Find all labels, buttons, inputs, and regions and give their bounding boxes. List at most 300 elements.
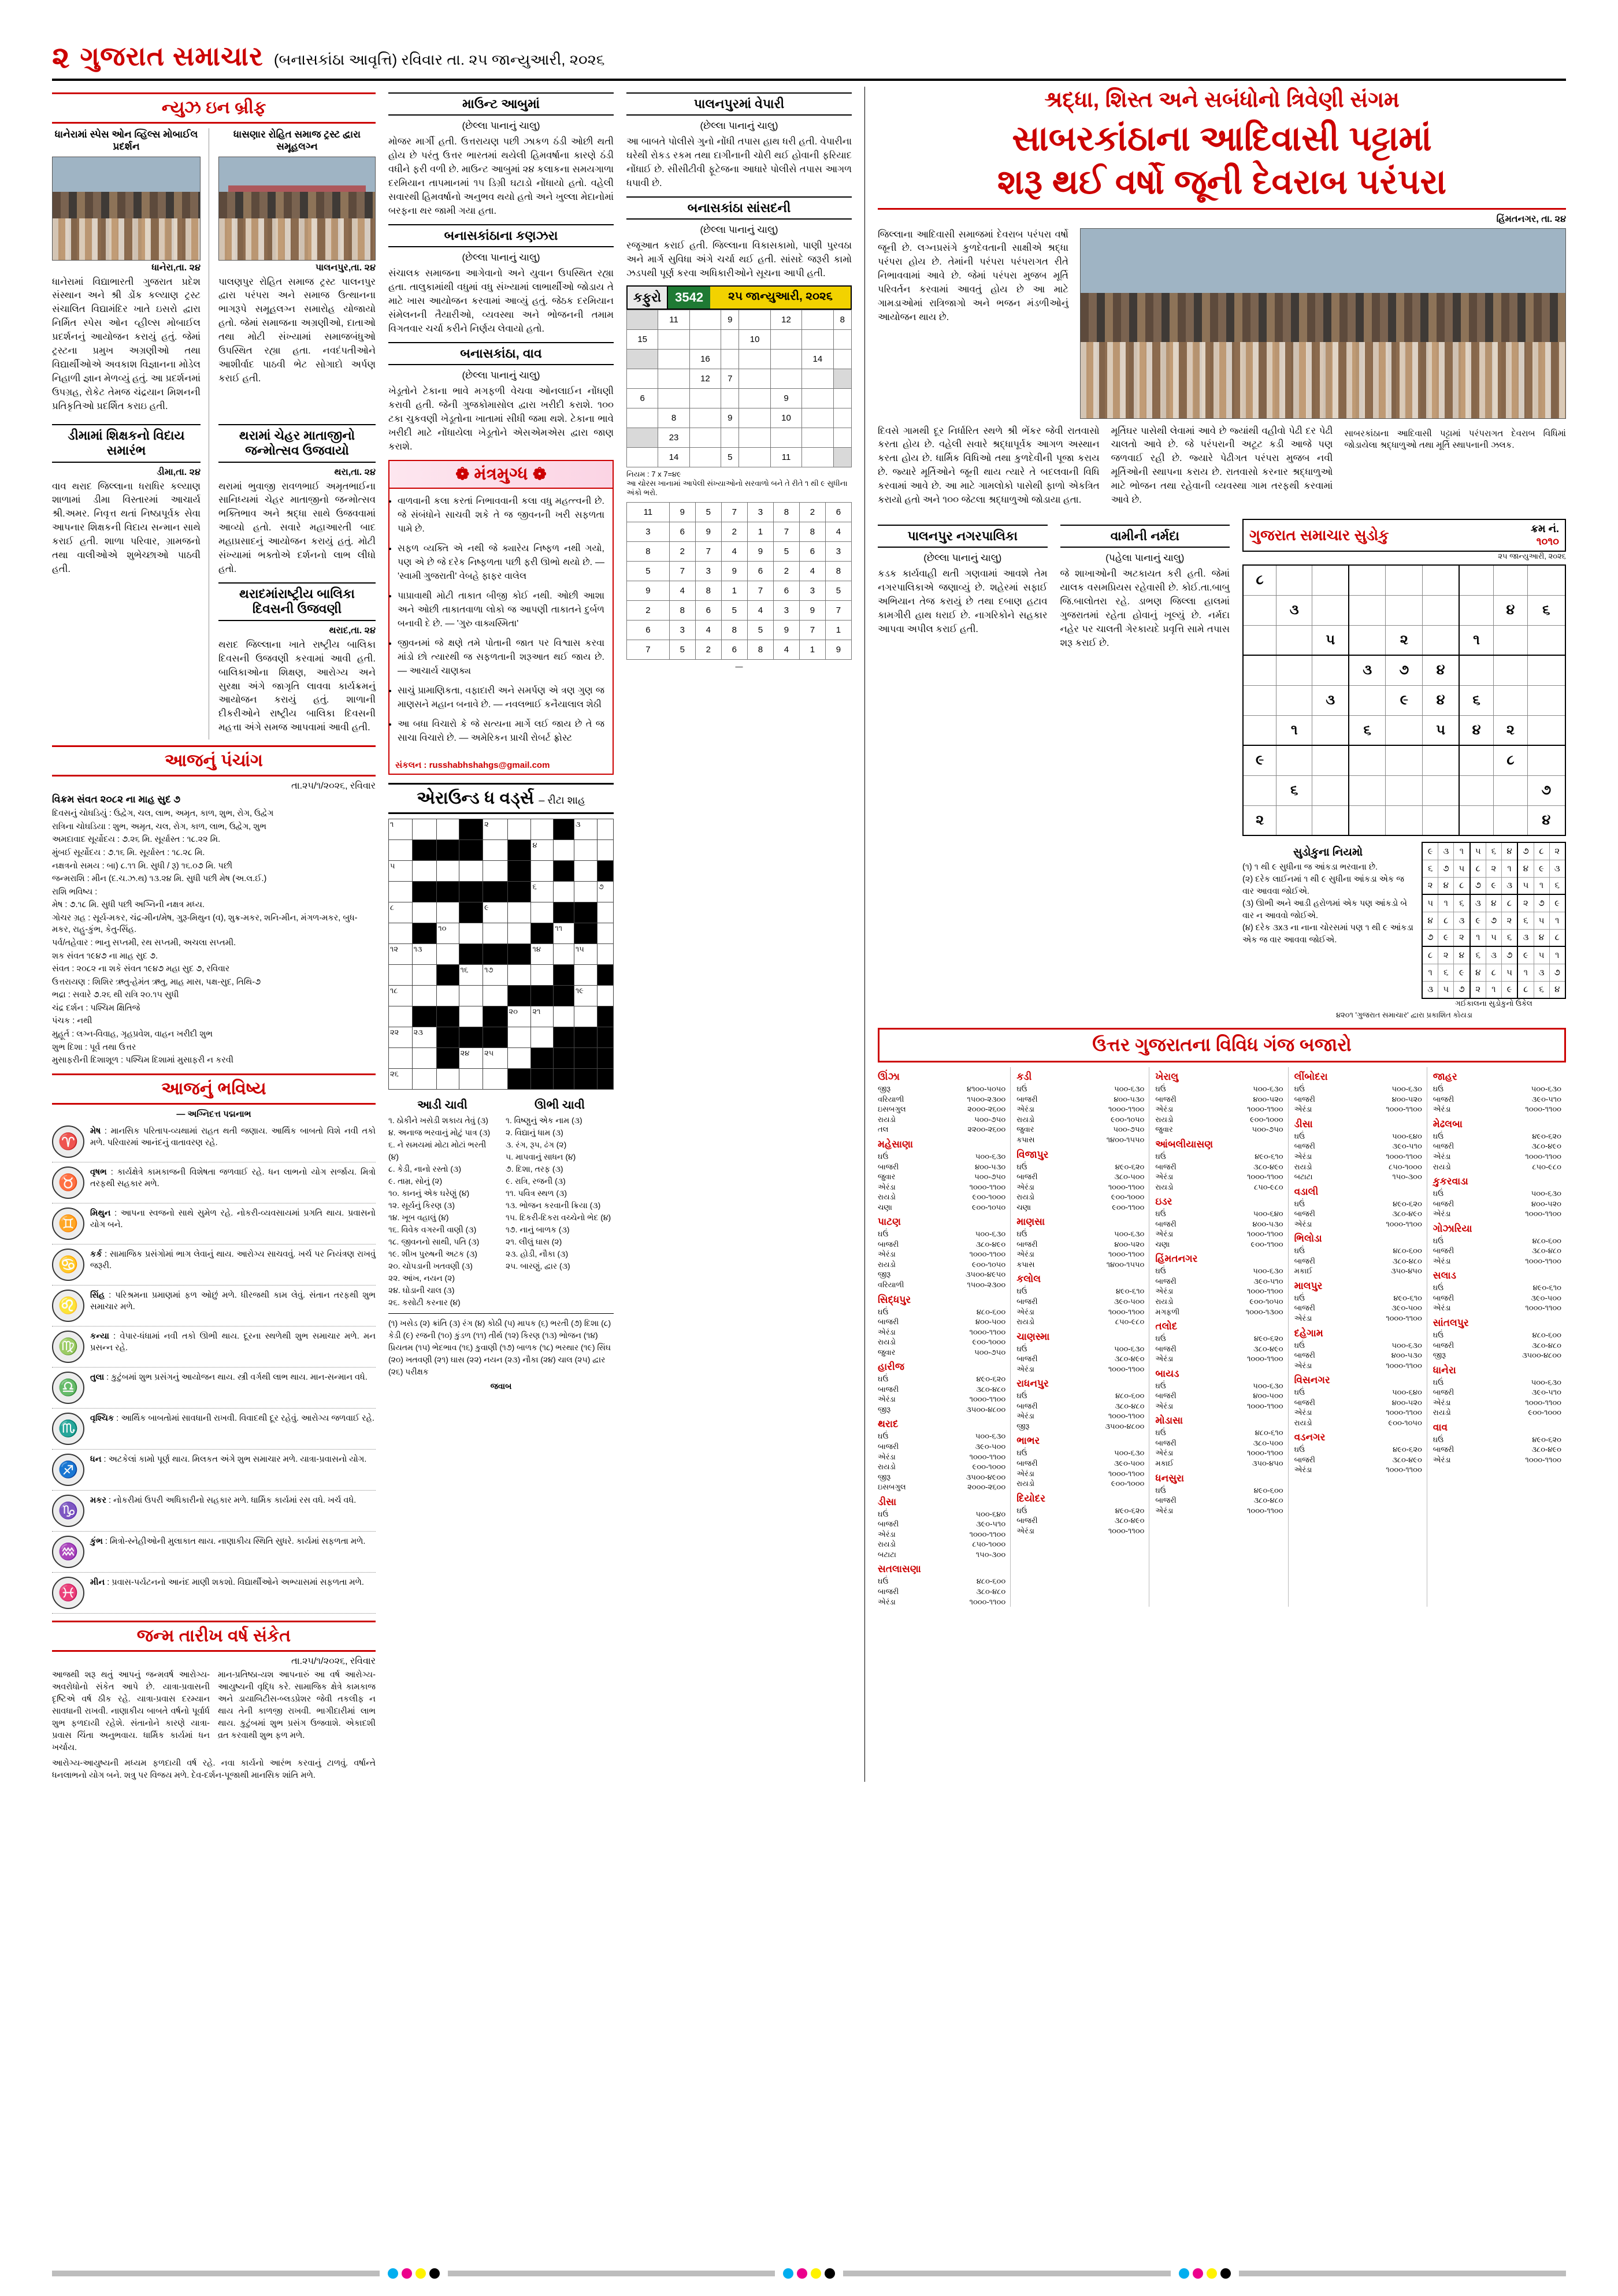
lead-photo-caption: સાબરકાંઠાના આદિવાસી પટ્ટામાં પરંપરાગત દેવરાબ વિધિમાં જોડાયેલા શ્રદ્ધાળુઓ તથા મૂર્તિ સ્થાપનાની ઝલક. <box>1344 428 1566 450</box>
price: ૫૦૦-૬૩૦ <box>1531 1084 1561 1094</box>
lead-kicker: શ્રદ્ધા, શિસ્ત અને સબંધોનો ત્રિવેણી સંગમ <box>1044 88 1400 112</box>
panchang-line: અમદાવાદ સૂર્યોદય : ૭.૨૬ મિ. સૂર્યાસ્ત : ૧૮.૨૨ મિ. <box>52 835 221 845</box>
market-city: ગોઝારિયા <box>1433 1223 1472 1234</box>
market-row <box>878 1280 1005 1290</box>
market-row <box>1294 1418 1422 1428</box>
price: ૫૦૦-૭૫૦ <box>974 1347 1006 1357</box>
price: ૩૯૦-૫૧૦ <box>975 1519 1006 1529</box>
brief-dateline: પાલનપુર,તા. ૨૪ <box>315 262 376 273</box>
commodity: ઘઉં <box>1294 1246 1305 1255</box>
commodity: રાયડો <box>1155 1296 1174 1306</box>
market-row <box>1433 1131 1561 1142</box>
price: ૩૮૦-૪૯૦ <box>1253 1344 1283 1353</box>
commodity: બાજરી <box>1433 1246 1454 1255</box>
market-row <box>878 1587 1005 1597</box>
price: ૪૯૦-૬૧૦ <box>1116 1287 1145 1296</box>
market-city: ઊંઝા <box>878 1071 900 1083</box>
commodity: એરંડા <box>1016 1105 1034 1114</box>
commodity: રાયડો <box>1294 1162 1312 1171</box>
mantra-item: • વાળવાની કલા કરતાં નિભાવવાની કલા વધુ મહત્ત્વની છે. જે સંબંધોને સાચવી શકે તે જ જીવનની ખરી સફળતા પામે છે. <box>398 495 604 536</box>
mantra-items <box>389 489 613 757</box>
market-row <box>1155 1182 1283 1192</box>
lead-headline-1: સાબરકાંઠાના આદિવાસી પટ્ટામાં <box>1012 118 1432 158</box>
commodity: એરંડા <box>1433 1105 1451 1114</box>
market-row <box>1294 1246 1422 1256</box>
market-row <box>1016 1364 1144 1374</box>
market-row <box>1433 1398 1561 1408</box>
crossword-title: એરાઉન્ડ ધ વર્ડ્સ <box>417 788 535 808</box>
zodiac-name: સિંહ <box>90 1290 105 1300</box>
price: ૧૦૦૦-૧૧૦૦ <box>969 1327 1006 1336</box>
market-row <box>878 1482 1005 1492</box>
market-row <box>878 1307 1005 1317</box>
market-row <box>1294 1407 1422 1418</box>
price: ૫૦૦-૬૩૦ <box>975 1229 1006 1239</box>
zodiac-text: કન્યા : વેપાર-ધંધામાં નવી તકો ઊભી થાય. દૂરના સ્થળેથી શુભ સમાચાર મળે. મન પ્રસન્ન રહે. <box>90 1331 376 1353</box>
vav-cont: (છેલ્લા પાનાનું ચાલુ) <box>462 370 540 381</box>
clue: ૧૮. જીવનનો સાથી, પતિ (૩) <box>388 1236 480 1246</box>
market-row <box>1016 1192 1144 1202</box>
clue: ૫. માપવાનું સાધન (૪) <box>506 1151 576 1161</box>
price: ૯૦૦-૧૦૫૦ <box>971 1202 1006 1212</box>
commodity: એરંડા <box>1155 1354 1174 1364</box>
palanpur-vepari-title: પાલનપુરમાં વેપારી <box>626 92 852 116</box>
price: ૩૮૦-૪૮૦ <box>1253 1496 1283 1505</box>
mount-abu-title: માઉન્ટ આબુમાં <box>388 92 614 116</box>
price: ૧૦૦૦-૧૧૦૦ <box>969 1529 1006 1539</box>
market-row <box>878 1472 1005 1483</box>
price: ૯૦૦-૧૦૫૦ <box>971 1260 1006 1269</box>
panchang-line: રાત્રિના ચોઘડિયા : શુભ, અમૃત, ચલ, રોગ, કાળ, લાભ, ઉદ્વેગ, શુભ <box>52 822 266 831</box>
market-row <box>1433 1094 1561 1105</box>
zodiac-row[interactable] <box>52 1121 376 1162</box>
market-row <box>1016 1391 1144 1401</box>
price: ૪૮૦-૬૦૦ <box>976 1577 1006 1586</box>
price: ૩૯૦-૫૦૦ <box>1114 1458 1145 1467</box>
commodity: બાજરી <box>1016 1239 1038 1249</box>
commodity: બાજરી <box>878 1317 899 1327</box>
market-grid <box>878 1067 1566 1607</box>
sudoku-rules <box>1242 842 1413 1008</box>
sudoku-header <box>1242 519 1566 552</box>
horoscope-header: આજનું ભવિષ્ય <box>52 1073 376 1105</box>
mantra-header <box>389 461 613 489</box>
price: ૪૦૦-૫૨૦ <box>1391 1094 1422 1104</box>
price: ૫૦૦-૭૫૦ <box>974 1114 1006 1124</box>
commodity: એરંડા <box>878 1250 896 1259</box>
commodity: બાજરી <box>1016 1296 1038 1306</box>
commodity: મકાઈ <box>1155 1458 1174 1467</box>
commodity: ઘઉં <box>878 1307 889 1316</box>
price: ૯૦૦-૧૦૫૦ <box>1111 1114 1145 1124</box>
market-row <box>1155 1438 1283 1448</box>
price: ૪૦૦-૫૨૦ <box>1114 1239 1145 1249</box>
market-row <box>878 1550 1005 1560</box>
market-row <box>1433 1407 1561 1418</box>
commodity: બાજરી <box>878 1441 899 1451</box>
zodiac-row[interactable] <box>52 1450 376 1491</box>
market-city: ધનસુરા <box>1155 1472 1184 1484</box>
market-row <box>1294 1104 1422 1114</box>
zodiac-name: મેષ <box>90 1126 101 1136</box>
kafuro-note: આ ચોરસ ખાનામાં આપેલી સંખ્યાઓનો સરવાળો બને તે રીતે ૧ થી ૯ સુધીના અંકો ભરો. <box>626 479 848 497</box>
commodity: એરંડા <box>1294 1219 1312 1228</box>
mantra-item: • સાચું પ્રામાણિકતા, વફાદારી અને સમર્પણ એ ત્રણ ગુણ જ માણસને મહાન બનાવે છે. — નવલભાઈ કનૈયાલાલ શેઠી <box>398 684 604 712</box>
zodiac-row[interactable] <box>52 1286 376 1327</box>
horoscope-list <box>52 1121 376 1614</box>
grey-bar <box>448 2271 775 2276</box>
market-city: કુકરવાડા <box>1433 1176 1468 1187</box>
commodity: એરંડા <box>878 1395 896 1404</box>
zodiac-name: મીન <box>90 1577 105 1587</box>
price: ૧૦૦૦-૧૧૦૦ <box>1525 1398 1561 1407</box>
cmyk-dots-2 <box>775 2267 843 2280</box>
price: ૧૦૦૦-૧૩૦૦ <box>1245 1307 1283 1316</box>
panchang-line: શુભ દિશા : પૂર્વ તથા ઉત્તર <box>52 1042 136 1052</box>
market-city: કલોલ <box>1016 1273 1041 1285</box>
price: ૩૮૦-૫૦૦ <box>1114 1172 1145 1182</box>
brief-headline: ડીમામાં શિક્ષકનો વિદાય સમારંભ <box>52 424 201 463</box>
price: ૯૦૦-૧૦૦૦ <box>972 1192 1006 1202</box>
brief-body: થરાદ જિલ્લાના ખાતે રાષ્ટ્રીય બાલિકા દિવસની ઉજવણી કરવામાં આવી હતી. બાલિકાઓના શિક્ષણ, આરોગ્ય અને સુરક્ષા અંગે જાગૃતિ લાવવા કાર્યક્રમનું આયોજન કરાયું હતું. શાળાની દીકરીઓને રાષ્ટ્રીય બાલિકા દિવસની મહત્તા અંગે સમજ આપવામાં આવી હતી. <box>218 639 376 733</box>
market-row <box>1433 1387 1561 1398</box>
market-row <box>1294 1199 1422 1209</box>
panchang-line: ગોચર ગ્રહ : સૂર્ય-મકર, ચંદ્ર-મીન/મેષ, ગુરૂ-મિથુન (વ), શુક્ર-મકર, શનિ-મીન, મંગળ-મકર, બુધ-મકર, રાહુ-કુંભ, કેતુ-સિંહ. <box>52 913 358 935</box>
panchang-line: મેષ : ૭.૧૮ મિ. સુધી પછી અગ્નિની નક્ષત્ર મધ્ય. <box>52 900 205 910</box>
commodity: કપાસ <box>1016 1260 1035 1269</box>
brief-headline: થરામાં ચેહર માતાજીનો જન્મોત્સવ ઉજવાયો <box>218 424 376 463</box>
commodity: ઘઉં <box>1433 1189 1444 1198</box>
zodiac-glyph: ♒ <box>58 1543 79 1561</box>
mantra-footer-email[interactable]: સંકલન : russhabhshahgs@gmail.com <box>395 760 550 770</box>
market-row <box>1155 1151 1283 1162</box>
commodity: જીરૂ <box>878 1472 891 1481</box>
vav-body: ખેડૂતોને ટેકાના ભાવે મગફળી વેચવા ઓનલાઈન નોંધણી કરાવી હતી. જેની ગુજકોમાસોલ દ્વારા ખરીદી કરાશે. ૧૦૦ ટકા ચુકવણી ખેડૂતોના ખાતામાં સીધી જમા થશે. ટેકાના ભાવે ખરીદી માટે નોંધાયેલા ખેડૂતોને એસએમએસ દ્વારા જાણ કરાશે. <box>388 386 614 452</box>
zodiac-desc: સામાજિક પ્રસંગોમાં ભાગ લેવાનું થાય. આરોગ્ય સાચવવું. ખર્ચ પર નિયંત્રણ રાખવું જરૂરી. <box>90 1249 376 1270</box>
price: ૫૦૦-૬૩૦ <box>1114 1344 1145 1353</box>
lotus-icon-left: ❁ <box>455 464 470 484</box>
brief-dateline: ડીમા,તા. ૨૪ <box>157 467 201 477</box>
publication-title: ગુજરાત સમાચાર <box>80 41 264 71</box>
panchang-line: શક સંવત ૧૯૪૭ ના માહ સુદ ૭. <box>52 951 158 961</box>
commodity: એરંડા <box>1155 1506 1174 1515</box>
market-row <box>1433 1256 1561 1266</box>
market-city: સિદ્ધપુર <box>878 1294 911 1305</box>
market-row <box>1155 1381 1283 1391</box>
sudoku-brand: ગુજરાત સમાચાર સુડોકુ <box>1249 526 1389 544</box>
zodiac-row[interactable] <box>52 1409 376 1450</box>
brief-photo-0 <box>52 157 201 261</box>
commodity: જીરૂ <box>1433 1351 1446 1360</box>
market-city: મોડાસા <box>1155 1415 1183 1426</box>
panchang-line: મુસાફરીની દિશાશૂળ : પશ્ચિમ દિશામાં મુસાફરી ન કરવી <box>52 1056 234 1065</box>
price: ૧૦૦૦-૧૧૦૦ <box>1525 1303 1561 1313</box>
commodity: રાયડો <box>878 1462 896 1472</box>
price: ૩૯૦-૫૦૦ <box>1391 1303 1422 1313</box>
commodity: જીરૂ <box>1016 1421 1030 1431</box>
price: ૨૦૦૦-૨૬૦૦ <box>967 1483 1006 1492</box>
commodity: એરંડા <box>878 1452 896 1461</box>
kafuro-grid[interactable]: 11 9 12 8 15 10 16 14 12 7 6 9 8 9 10 23 14 5 11 <box>626 310 852 467</box>
zodiac-row[interactable] <box>52 1203 376 1244</box>
zodiac-text: મિથુન : આપના સ્વજનો સાથે સુમેળ રહે. નોકરી-વ્યવસાયમાં પ્રગતિ થાય. પ્રવાસનો યોગ બને. <box>90 1208 376 1229</box>
sudoku-number-box <box>1531 523 1559 548</box>
answers-text: (૧) ખસેડ (૨) ક્રાંતિ (૩) રંગ (૪) કોઠી (૫) માપક (૬) ભરતી (૭) દિશા (૮) કેડી (૯) રજની (૧૦) કુંડળ (૧૧) તીર્થ (૧૨) કિરણ (૧૩) ભોજન (૧૪) પ્રિયતમ (૧૫) ભેદભાવ (૧૬) કુવાણી (૧૭) બાળક (૧૮) ભરથાર (૧૯) સિંઘ (૨૦) ખતવણી (૨૧) ઘાસ (૨૨) નયન (૨૩) નૌકા (૨૪) ચાલ (૨૫) દ્વાર (૨૬) પરીક્ષક <box>388 1318 611 1376</box>
price: ૫૦૦-૬૩૦ <box>1531 1377 1561 1387</box>
market-city: વાવ <box>1433 1421 1448 1433</box>
lead-col-4 <box>1344 425 1566 512</box>
market-city: દહેગામ <box>1294 1327 1323 1339</box>
commodity: જુવાર <box>878 1347 896 1357</box>
commodity: રાયડો <box>1155 1114 1174 1124</box>
panchang-line: ભદ્રા : સવારે ૭.૨૬ થી રાત્રિ ૨૦.૧૫ સુધી <box>52 990 179 1000</box>
commodity: રાયડો <box>1294 1418 1312 1427</box>
price: ૩૫૦-૪૫૦ <box>1391 1266 1422 1276</box>
brief-body: થરામાં ભુવાજી રાવળભાઈ અમૃતભાઈના સાનિધ્યમાં ચેહર માતાજીનો જન્મોત્સવ ભક્તિભાવ અને શ્રદ્ધા સાથે ઉજવવામાં આવ્યો હતો. સવારે મહાઆરતી બાદ મહાપ્રસાદનું આયોજન કરાયું હતું. મોટી સંખ્યામાં ભક્તોએ દર્શનનો લાભ લીધો હતો. <box>218 481 376 575</box>
price: ૧૦૦૦-૧૧૦૦ <box>1525 1256 1561 1265</box>
price: ૧૫૦-૩૦૦ <box>975 1550 1006 1559</box>
price: ૫૦૦-૬૩૦ <box>1114 1084 1145 1094</box>
commodity: એરંડા <box>1155 1287 1174 1296</box>
crossword-author: – રીટા શાહ <box>539 794 585 806</box>
panchang-line: સંવત : ૨૦૮૨ ના શકે સંવત ૧૯૪૭ મહા સુદ ૭, રવિવાર <box>52 964 230 974</box>
sudoku-rule: (૧) ૧ થી ૯ સુધીના જ આંકડા ભરવાના છે. <box>1242 863 1378 872</box>
commodity: બાજરી <box>1155 1276 1177 1286</box>
libra-icon <box>52 1372 84 1404</box>
commodity: ઘઉં <box>1016 1391 1027 1400</box>
price: ૯૦૦-૧૦૫૦ <box>1388 1418 1422 1427</box>
commodity: ઘઉં <box>878 1577 889 1586</box>
aquarius-icon <box>52 1536 84 1568</box>
price: ૧૦૦૦-૧૧૦૦ <box>1247 1229 1283 1239</box>
commodity: એરંડા <box>878 1327 896 1336</box>
market-row <box>1155 1162 1283 1172</box>
zodiac-row[interactable] <box>52 1327 376 1368</box>
price: ૩૮૦-૫૦૦ <box>1253 1438 1283 1447</box>
zodiac-name: મિથુન <box>90 1208 111 1218</box>
price: ૩૯૦-૫૧૦ <box>1392 1142 1422 1151</box>
market-row <box>1433 1104 1561 1114</box>
commodity: ચણા <box>878 1202 892 1212</box>
clue: ૯. તામ્ર, સોનું (૨) <box>388 1176 443 1186</box>
market-city: વિજાપુર <box>1016 1149 1049 1160</box>
market-row <box>1433 1209 1561 1219</box>
commodity: બાજરી <box>1016 1094 1038 1104</box>
zodiac-name: તુલા <box>90 1372 105 1382</box>
market-row <box>1433 1293 1561 1303</box>
brief-top-pair <box>52 128 376 418</box>
market-city: ખેરાલુ <box>1155 1071 1179 1083</box>
commodity: બાજરી <box>1294 1142 1315 1151</box>
zodiac-row[interactable] <box>52 1491 376 1532</box>
aries-icon <box>52 1125 84 1158</box>
clue: ૧૬. વિવેક વગરની વાણી (૩) <box>388 1224 477 1234</box>
commodity: ઘઉં <box>1155 1334 1166 1343</box>
market-city: ભાભર <box>1016 1435 1040 1447</box>
price: ૩૮૦-૪૯૦ <box>1531 1445 1561 1454</box>
market-city: થરાદ <box>878 1418 899 1430</box>
zodiac-glyph: ♍ <box>58 1338 79 1356</box>
price: ૧૦૦૦-૧૧૦૦ <box>1525 1455 1561 1464</box>
mantra-item: • જીવનમાં જે ક્ષણે તમે પોતાની જાત પર વિશ્વાસ કરવા માંડો છો ત્યારથી જ સફળતાની શરૂઆત થઈ જાય છે. — આચાર્ય ચાણક્ય <box>398 637 604 678</box>
price: ૫૦૦-૬૩૦ <box>1531 1189 1561 1198</box>
price: ૪૯૦-૬૨૦ <box>1115 1162 1145 1171</box>
brief-item-4 <box>52 418 209 740</box>
lead-text-3: મૂર્તિઘર પાસેથી લેવામાં આવે છે જ્યાંથી વહીવો પેઢી દર પેઢી ચાલતો આવે છે. જે પરંપરાની અટૂટ કડી આજે પણ જળવાઈ રહી છે. જ્યારે પેઢીગત પરંપરા મુજબ નવી મૂર્તિઓની સ્થાપના કરાય છે. રાતવાસો કરનાર શ્રદ્ધાળુઓ માટે ભોજન તથા રહેવાની વ્યવસ્થા ગામ તરફથી કરવામાં આવે છે. <box>1111 425 1333 506</box>
market-row <box>1155 1286 1283 1296</box>
zodiac-desc: અટકેલાં કામો પૂર્ણ થાય. મિલકત અંગે શુભ સમાચાર મળે. યાત્રા-પ્રવાસનો યોગ. <box>108 1454 367 1464</box>
zodiac-glyph: ♊ <box>58 1214 79 1233</box>
market-row <box>1016 1515 1144 1526</box>
sansad-title: બનાસકાંઠા સાંસદની <box>626 196 852 220</box>
market-row <box>1433 1283 1561 1293</box>
commodity: ચણા <box>1016 1202 1031 1212</box>
grey-bar <box>843 2271 1171 2276</box>
market-column-2 <box>1016 1067 1149 1607</box>
market-city: દિયોદર <box>1016 1492 1045 1504</box>
clue: ૨૦. ચોપડાની ખતવણી (૩) <box>388 1261 473 1270</box>
panchang-line: જન્મરાશિ : મીન (દ.ચ.ઝ.થ) ૧૩.૨૪ મિ. સુધી પછી મેષ (અ.લ.ઈ.) <box>52 874 267 884</box>
magenta-dot <box>1193 2268 1203 2279</box>
price: ૪૯૦-૬૧૦ <box>1532 1283 1561 1292</box>
commodity: બાજરી <box>1155 1391 1177 1400</box>
sudoku-no-label: ક્રમ નં. <box>1531 523 1559 535</box>
zodiac-row[interactable] <box>52 1244 376 1286</box>
price: ૧૦૦૦-૧૧૦૦ <box>1247 1287 1283 1296</box>
commodity: ઘઉં <box>1155 1381 1166 1390</box>
lead-photo-wrap <box>1080 228 1566 419</box>
horoscope-author: — અગ્નિદત્ત પદ્મનાભ <box>176 1109 251 1119</box>
sansad-cont: (છેલ્લા પાનાનું ચાલુ) <box>700 224 778 236</box>
price: ૩૮૦-૪૮૦ <box>1115 1401 1145 1410</box>
crossword-grid[interactable]: ૧ ૨ ૩ ૪ ૫ ૬ ૭ ૮ ૯ ૧૦ ૧૧ ૧૨ ૧૩ ૧૪ ૧૫ ૧૬ ૧૭ ૧૮ ૧૯ ૨૦ ૨૧ ૨૨ ૨૩ ૨૪ ૨૫ ૨૬ <box>388 819 614 1090</box>
yellow-dot <box>1207 2268 1217 2279</box>
sagittarius-icon <box>52 1454 84 1486</box>
clue: ૧૫. દિકરી-દિકરા વચ્ચેનો ભેદ (૪) <box>506 1212 611 1222</box>
zodiac-row[interactable] <box>52 1368 376 1409</box>
market-row <box>1294 1266 1422 1276</box>
market-city: ધાનેરા <box>1433 1364 1456 1376</box>
market-row <box>1294 1162 1422 1172</box>
commodity: બાજરી <box>878 1587 899 1596</box>
market-row <box>1155 1104 1283 1114</box>
commodity: ઘઉં <box>1016 1344 1027 1353</box>
clue: ૩. રંગ, રૂપ, ઢંગ (૨) <box>506 1139 567 1149</box>
price: ૫૦૦-૬૩૦ <box>975 1432 1006 1441</box>
clue: ૬. ને સમયમાં મોટા મોટાં ભરતી (૪) <box>388 1139 487 1161</box>
commodity: એરંડા <box>1016 1250 1034 1259</box>
zodiac-name: કન્યા <box>90 1331 109 1341</box>
price: ૧૦૦૦-૧૧૦૦ <box>969 1182 1006 1191</box>
price: ૯૦૦-૧૧૦૦ <box>1112 1202 1145 1212</box>
price: ૪૦૦-૫૦૦ <box>975 1317 1006 1327</box>
zodiac-glyph: ♓ <box>58 1584 79 1602</box>
market-column-5 <box>1433 1067 1566 1607</box>
commodity: બાજરી <box>1155 1344 1177 1353</box>
panchang-line: નક્ષત્રનો સમય : બા) ૮.૧૧ મિ. સુધી / રૂ) ૧૬.૦૭ મિ. પછી <box>52 861 233 871</box>
market-row <box>878 1229 1005 1239</box>
price: ૧૦૦૦-૧૧૦૦ <box>969 1250 1006 1259</box>
kafuro-number: 3542 <box>668 287 710 309</box>
market-city: આંબલીયાસણ <box>1155 1138 1214 1150</box>
zodiac-row[interactable] <box>52 1162 376 1203</box>
market-row <box>878 1192 1005 1202</box>
commodity: ઘઉં <box>1433 1330 1444 1339</box>
commodity: જુવાર <box>1016 1125 1034 1134</box>
commodity: બટાટા <box>1294 1172 1313 1182</box>
market-city: ડીસા <box>1294 1118 1313 1130</box>
market-row <box>1016 1421 1144 1432</box>
commodity: એરંડા <box>1155 1448 1174 1458</box>
commodity: બાજરી <box>1433 1199 1454 1208</box>
commodity: ઘઉં <box>1016 1162 1027 1171</box>
commodity: વરિયાળી <box>878 1280 904 1289</box>
price: ૧૦૦૦-૧૧૦૦ <box>1386 1408 1422 1417</box>
market-row <box>1155 1495 1283 1506</box>
market-row <box>1294 1361 1422 1371</box>
price: ૪૦૦-૫૩૦ <box>1252 1219 1283 1228</box>
zodiac-text: મેષ : માનસિક પરિતાપ-વ્યથામાં રાહત થતી જણાય. આર્થિક બાબતો વિશે નવી તકો મળે. પરિવારમાં આનંદનું વાતાવરણ રહે. <box>90 1126 376 1147</box>
commodity: એરંડા <box>1016 1307 1034 1316</box>
price: ૪૧૦૦-૫૦૫૦ <box>967 1084 1006 1094</box>
market-row <box>1155 1229 1283 1239</box>
lead-headline-2: શરૂ થઈ વર્ષો જૂની દેવરાબ પરંપરા <box>878 160 1566 210</box>
commodity: રાયડો <box>1433 1162 1451 1171</box>
zodiac-name: ધન <box>90 1454 102 1464</box>
commodity: એરંડા <box>1433 1151 1451 1161</box>
commodity: જુવાર <box>1155 1125 1173 1134</box>
magenta-dot <box>402 2268 412 2279</box>
capricorn-icon <box>52 1495 84 1527</box>
clue: ૧. ઠોકીને ખસેડી શકાય તેવું (૩) <box>388 1115 488 1125</box>
market-row <box>1016 1260 1144 1270</box>
sudoku-grid[interactable]: ૮ ૩ ૪ ૬ ૫ ૨ ૧ ૩ ૭ ૪ ૩ ૯ ૪ ૬ ૧ ૬ ૫ ૪ ૨ ૯ ૮ ૬ ૭ ૨ ૪ <box>1242 564 1566 836</box>
commodity: બાજરી <box>878 1519 899 1529</box>
zodiac-row[interactable] <box>52 1532 376 1573</box>
market-row <box>1294 1172 1422 1182</box>
price: ૪૯૦-૬૨૦ <box>1253 1334 1283 1343</box>
zodiac-text: કુંભ : મિત્રો-સ્નેહીઓની મુલાકાત થાય. નાણાકીય સ્થિતિ સુધરે. કાર્યમાં સફળતા મળે. <box>90 1536 366 1546</box>
price: ૩૯૦-૫૦૦ <box>975 1441 1006 1451</box>
market-row <box>1016 1162 1144 1172</box>
price: ૪૯૦-૬૨૦ <box>1532 1435 1561 1444</box>
commodity: એરંડા <box>1294 1465 1312 1474</box>
market-row <box>1016 1249 1144 1260</box>
price: ૫૦૦-૬૩૦ <box>975 1151 1006 1161</box>
market-row <box>1016 1458 1144 1469</box>
commodity: એરંડા <box>1155 1172 1174 1182</box>
commodity: ઘઉં <box>878 1374 889 1384</box>
price: ૩૮૦-૪૯૦ <box>1253 1162 1283 1171</box>
market-row <box>1016 1354 1144 1364</box>
price: ૯૦૦-૧૧૦૦ <box>1250 1239 1283 1249</box>
zodiac-name: વૃષભ <box>90 1167 107 1177</box>
market-row <box>1155 1296 1283 1307</box>
grey-bar <box>1239 2271 1567 2276</box>
market-city: લીંબોદરા <box>1294 1071 1328 1083</box>
zodiac-name: કુંભ <box>90 1536 103 1546</box>
price: ૪૦૦-૫૩૦ <box>1391 1351 1422 1360</box>
price: ૧૦૦૦-૧૧૦૦ <box>1386 1361 1422 1370</box>
zodiac-row[interactable] <box>52 1573 376 1614</box>
market-row <box>1433 1444 1561 1455</box>
price: ૫૦૦-૬૩૦ <box>1253 1084 1283 1094</box>
across-head: આડી ચાવી <box>417 1098 467 1112</box>
commodity: એરંડા <box>1155 1229 1174 1239</box>
commodity: બાજરી <box>1155 1094 1177 1104</box>
commodity: એરંડા <box>878 1597 896 1606</box>
panchang-header: આજનું પંચાંગ <box>52 745 376 777</box>
